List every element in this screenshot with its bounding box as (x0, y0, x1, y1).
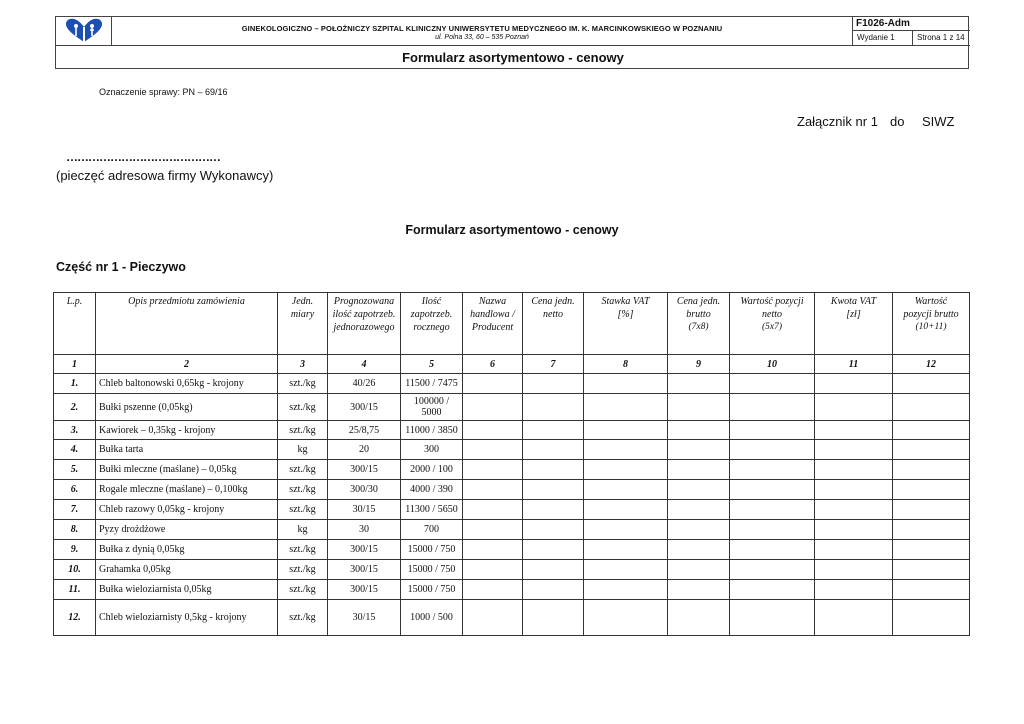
stamp-dots: …………………………………… (66, 150, 220, 164)
item-unit: kg (278, 440, 328, 460)
page-label: Strona 1 z 14 (913, 31, 970, 46)
unit-price-net-cell (523, 560, 584, 580)
column-header-7 (523, 293, 584, 355)
unit-price-net-cell (523, 421, 584, 440)
item-qty-year (401, 374, 463, 394)
hearts-logo-icon (64, 18, 104, 44)
trade-name-cell (463, 480, 523, 500)
item-qty-single: 25/8,75 (328, 421, 401, 440)
table-row (54, 540, 970, 560)
column-header-5 (401, 293, 463, 355)
qty-year-line: 1000 / 500 (410, 612, 453, 623)
column-header-line: Opis przedmiotu zamówienia (128, 296, 245, 307)
value-net-cell (730, 394, 815, 421)
item-qty-year (401, 520, 463, 540)
attachment-label: Załącznik nr 1 (797, 114, 878, 129)
value-gross-cell (893, 600, 970, 636)
qty-year-line: 100000 / (413, 396, 450, 407)
row-number: 11. (54, 580, 96, 600)
attachment-to: do (890, 114, 905, 129)
trade-name-cell (463, 394, 523, 421)
price-table (53, 292, 970, 636)
value-net-cell (730, 600, 815, 636)
column-number: 8 (584, 355, 668, 374)
column-header-4 (328, 293, 401, 355)
column-header-line: brutto (686, 309, 711, 320)
vat-amount-cell (815, 374, 893, 394)
row-number: 1. (54, 374, 96, 394)
trade-name-cell (463, 500, 523, 520)
column-header-line: Ilość (421, 296, 442, 307)
row-number: 8. (54, 520, 96, 540)
header-form-title: Formularz asortymentowo - cenowy (402, 50, 624, 65)
value-gross-cell (893, 520, 970, 540)
column-header-line: Wartość (914, 296, 948, 307)
table-row (54, 480, 970, 500)
column-header-line: Kwota VAT (830, 296, 877, 307)
unit-price-gross-cell (668, 480, 730, 500)
unit-price-net-cell (523, 600, 584, 636)
trade-name-cell (463, 540, 523, 560)
institution-block (112, 17, 852, 46)
vat-rate-cell (584, 520, 668, 540)
item-unit: szt./kg (278, 394, 328, 421)
row-number: 7. (54, 500, 96, 520)
row-number: 3. (54, 421, 96, 440)
item-description: Bułka z dynią 0,05kg (96, 540, 278, 560)
qty-year-line: 15000 / 750 (407, 564, 456, 575)
value-net-cell (730, 440, 815, 460)
vat-amount-cell (815, 480, 893, 500)
item-description: Chleb razowy 0,05kg - krojony (96, 500, 278, 520)
column-header-line: (5x7) (761, 322, 783, 332)
column-header-line: Prognozowana (333, 296, 395, 307)
column-number: 10 (730, 355, 815, 374)
column-header-line: ilość zapotrzeb. (332, 309, 396, 320)
column-header-12 (893, 293, 970, 355)
column-header-line: pozycji brutto (903, 309, 959, 320)
value-net-cell (730, 421, 815, 440)
value-gross-cell (893, 540, 970, 560)
item-description: Rogale mleczne (maślane) – 0,100kg (96, 480, 278, 500)
item-qty-single: 30/15 (328, 500, 401, 520)
item-qty-year (401, 500, 463, 520)
column-number-row (54, 355, 970, 374)
table-row (54, 440, 970, 460)
column-header-11 (815, 293, 893, 355)
row-number: 10. (54, 560, 96, 580)
unit-price-net-cell (523, 374, 584, 394)
row-number: 5. (54, 460, 96, 480)
column-header-line: Cena jedn. (676, 296, 721, 307)
value-net-cell (730, 460, 815, 480)
table-row (54, 600, 970, 636)
column-header-line: Nazwa (478, 296, 507, 307)
column-header-line: (7x8) (688, 322, 709, 332)
unit-price-net-cell (523, 500, 584, 520)
hospital-logo (56, 17, 112, 46)
vat-amount-cell (815, 460, 893, 480)
row-number: 9. (54, 540, 96, 560)
vat-rate-cell (584, 421, 668, 440)
column-header-2 (96, 293, 278, 355)
column-header-10 (730, 293, 815, 355)
unit-price-gross-cell (668, 580, 730, 600)
trade-name-cell (463, 600, 523, 636)
attachment-target: SIWZ (922, 114, 955, 129)
value-gross-cell (893, 440, 970, 460)
column-number: 4 (328, 355, 401, 374)
qty-year-line: 15000 / 750 (407, 584, 456, 595)
column-header-8 (584, 293, 668, 355)
column-number: 6 (463, 355, 523, 374)
column-header-line: netto (543, 309, 563, 320)
table-row (54, 560, 970, 580)
item-description: Kawiorek – 0,35kg - krojony (96, 421, 278, 440)
item-unit: szt./kg (278, 460, 328, 480)
unit-price-net-cell (523, 480, 584, 500)
column-header-1 (54, 293, 96, 355)
trade-name-cell (463, 560, 523, 580)
qty-year-line: 11000 / 3850 (405, 424, 458, 436)
item-qty-single: 300/15 (328, 540, 401, 560)
unit-price-net-cell (523, 440, 584, 460)
vat-amount-cell (815, 394, 893, 421)
qty-year-line: 11500 / 7475 (405, 378, 458, 389)
column-number: 7 (523, 355, 584, 374)
column-header-line: netto (762, 309, 782, 320)
item-unit: kg (278, 520, 328, 540)
item-qty-single: 300/15 (328, 394, 401, 421)
table-row (54, 374, 970, 394)
column-header-line: [%] (617, 309, 634, 320)
item-unit: szt./kg (278, 600, 328, 636)
vat-rate-cell (584, 580, 668, 600)
item-qty-single: 30/15 (328, 600, 401, 636)
row-number: 12. (54, 600, 96, 636)
row-number: 4. (54, 440, 96, 460)
trade-name-cell (463, 440, 523, 460)
item-unit: szt./kg (278, 580, 328, 600)
value-gross-cell (893, 374, 970, 394)
trade-name-cell (463, 374, 523, 394)
value-gross-cell (893, 500, 970, 520)
item-qty-year (401, 480, 463, 500)
item-description: Pyzy drożdżowe (96, 520, 278, 540)
column-number: 11 (815, 355, 893, 374)
qty-year-line: 5000 (421, 407, 442, 418)
vat-amount-cell (815, 500, 893, 520)
form-code: F1026-Adm (852, 17, 970, 31)
unit-price-gross-cell (668, 421, 730, 440)
column-header-line: Producent (471, 322, 514, 333)
vat-amount-cell (815, 440, 893, 460)
item-description: Chleb wieloziarnisty 0,5kg - krojony (96, 600, 278, 636)
value-gross-cell (893, 480, 970, 500)
table-row (54, 500, 970, 520)
item-qty-single: 40/26 (328, 374, 401, 394)
item-unit: szt./kg (278, 421, 328, 440)
value-gross-cell (893, 394, 970, 421)
table-row (54, 421, 970, 440)
item-description: Bułka wieloziarnista 0,05kg (96, 580, 278, 600)
column-number: 2 (96, 355, 278, 374)
column-number: 1 (54, 355, 96, 374)
vat-rate-cell (584, 600, 668, 636)
unit-price-net-cell (523, 520, 584, 540)
item-qty-year (401, 394, 463, 421)
qty-year-line: 300 (424, 444, 439, 455)
vat-rate-cell (584, 480, 668, 500)
column-number: 12 (893, 355, 970, 374)
item-qty-year (401, 540, 463, 560)
item-description: Bułka tarta (96, 440, 278, 460)
item-qty-single: 20 (328, 440, 401, 460)
column-header-3 (278, 293, 328, 355)
column-header-line: miary (290, 309, 315, 320)
item-qty-year (401, 580, 463, 600)
column-number: 9 (668, 355, 730, 374)
institution-address: ul. Polna 33, 60 – 535 Poznań (435, 34, 529, 41)
item-unit: szt./kg (278, 500, 328, 520)
column-header-line: (10+11) (915, 322, 947, 332)
value-net-cell (730, 500, 815, 520)
case-number: Oznaczenie sprawy: PN – 69/16 (99, 87, 228, 97)
item-unit: szt./kg (278, 480, 328, 500)
document-header (55, 16, 969, 69)
column-header-9 (668, 293, 730, 355)
unit-price-gross-cell (668, 500, 730, 520)
unit-price-net-cell (523, 580, 584, 600)
trade-name-cell (463, 421, 523, 440)
column-header-line: L.p. (66, 296, 83, 307)
vat-rate-cell (584, 374, 668, 394)
unit-price-gross-cell (668, 440, 730, 460)
item-qty-single: 300/15 (328, 580, 401, 600)
item-qty-year (401, 460, 463, 480)
item-qty-year (401, 600, 463, 636)
value-net-cell (730, 540, 815, 560)
vat-rate-cell (584, 394, 668, 421)
column-header-line: Stawka VAT (601, 296, 650, 307)
item-unit: szt./kg (278, 560, 328, 580)
qty-year-line: 4000 / 390 (410, 484, 453, 495)
item-description: Bułki pszenne (0,05kg) (96, 394, 278, 421)
qty-year-line: 11300 / 5650 (405, 504, 458, 515)
item-qty-year (401, 560, 463, 580)
unit-price-gross-cell (668, 520, 730, 540)
qty-year-line: 700 (424, 524, 439, 535)
table-row (54, 460, 970, 480)
trade-name-cell (463, 520, 523, 540)
column-header-line: Jedn. (291, 296, 314, 307)
column-header-line: zapotrzeb. (410, 309, 453, 320)
item-description: Chleb baltonowski 0,65kg - krojony (96, 374, 278, 394)
column-header-6 (463, 293, 523, 355)
row-number: 6. (54, 480, 96, 500)
value-gross-cell (893, 460, 970, 480)
vat-amount-cell (815, 560, 893, 580)
vat-rate-cell (584, 460, 668, 480)
item-unit: szt./kg (278, 374, 328, 394)
column-header-line: Wartość pozycji (740, 296, 804, 307)
vat-rate-cell (584, 500, 668, 520)
unit-price-net-cell (523, 460, 584, 480)
value-net-cell (730, 480, 815, 500)
item-unit: szt./kg (278, 540, 328, 560)
table-row (54, 394, 970, 421)
column-header-line: handlowa / (470, 309, 515, 320)
vat-amount-cell (815, 580, 893, 600)
unit-price-net-cell (523, 540, 584, 560)
value-net-cell (730, 520, 815, 540)
vat-rate-cell (584, 560, 668, 580)
column-header-line: Cena jedn. (531, 296, 575, 307)
unit-price-gross-cell (668, 394, 730, 421)
column-header-line: rocznego (413, 322, 450, 333)
unit-price-gross-cell (668, 600, 730, 636)
item-qty-year (401, 421, 463, 440)
item-qty-single: 300/15 (328, 560, 401, 580)
item-qty-single: 300/15 (328, 460, 401, 480)
item-description: Grahamka 0,05kg (96, 560, 278, 580)
unit-price-gross-cell (668, 540, 730, 560)
stamp-label: (pieczęć adresowa firmy Wykonawcy) (56, 168, 274, 183)
table-header-row (54, 293, 970, 355)
qty-year-line: 2000 / 100 (410, 464, 453, 475)
row-number: 2. (54, 394, 96, 421)
table-row (54, 580, 970, 600)
value-gross-cell (893, 421, 970, 440)
vat-amount-cell (815, 540, 893, 560)
vat-amount-cell (815, 520, 893, 540)
vat-amount-cell (815, 600, 893, 636)
unit-price-net-cell (523, 394, 584, 421)
part-title: Część nr 1 - Pieczywo (56, 260, 186, 274)
value-gross-cell (893, 560, 970, 580)
value-net-cell (730, 560, 815, 580)
table-row (54, 520, 970, 540)
column-number: 3 (278, 355, 328, 374)
unit-price-gross-cell (668, 374, 730, 394)
unit-price-gross-cell (668, 560, 730, 580)
qty-year-line: 15000 / 750 (407, 544, 456, 555)
value-net-cell (730, 580, 815, 600)
edition-label: Wydanie 1 (852, 31, 913, 46)
vat-rate-cell (584, 540, 668, 560)
institution-name: GINEKOLOGICZNO – POŁOŻNICZY SZPITAL KLINICZNY UNIWERSYTETU MEDYCZNEGO IM. K. MARCINKOWSKIEGO W POZNANIU (241, 24, 723, 33)
unit-price-gross-cell (668, 460, 730, 480)
value-net-cell (730, 374, 815, 394)
trade-name-cell (463, 460, 523, 480)
item-qty-single: 300/30 (328, 480, 401, 500)
value-gross-cell (893, 580, 970, 600)
vat-rate-cell (584, 440, 668, 460)
item-qty-single: 30 (328, 520, 401, 540)
vat-amount-cell (815, 421, 893, 440)
column-header-line: jednorazowego (333, 322, 395, 333)
column-number: 5 (401, 355, 463, 374)
item-description: Bułki mleczne (maślane) – 0,05kg (96, 460, 278, 480)
column-header-line: [zł] (846, 309, 861, 320)
main-title: Formularz asortymentowo - cenowy (405, 223, 619, 237)
item-qty-year (401, 440, 463, 460)
trade-name-cell (463, 580, 523, 600)
